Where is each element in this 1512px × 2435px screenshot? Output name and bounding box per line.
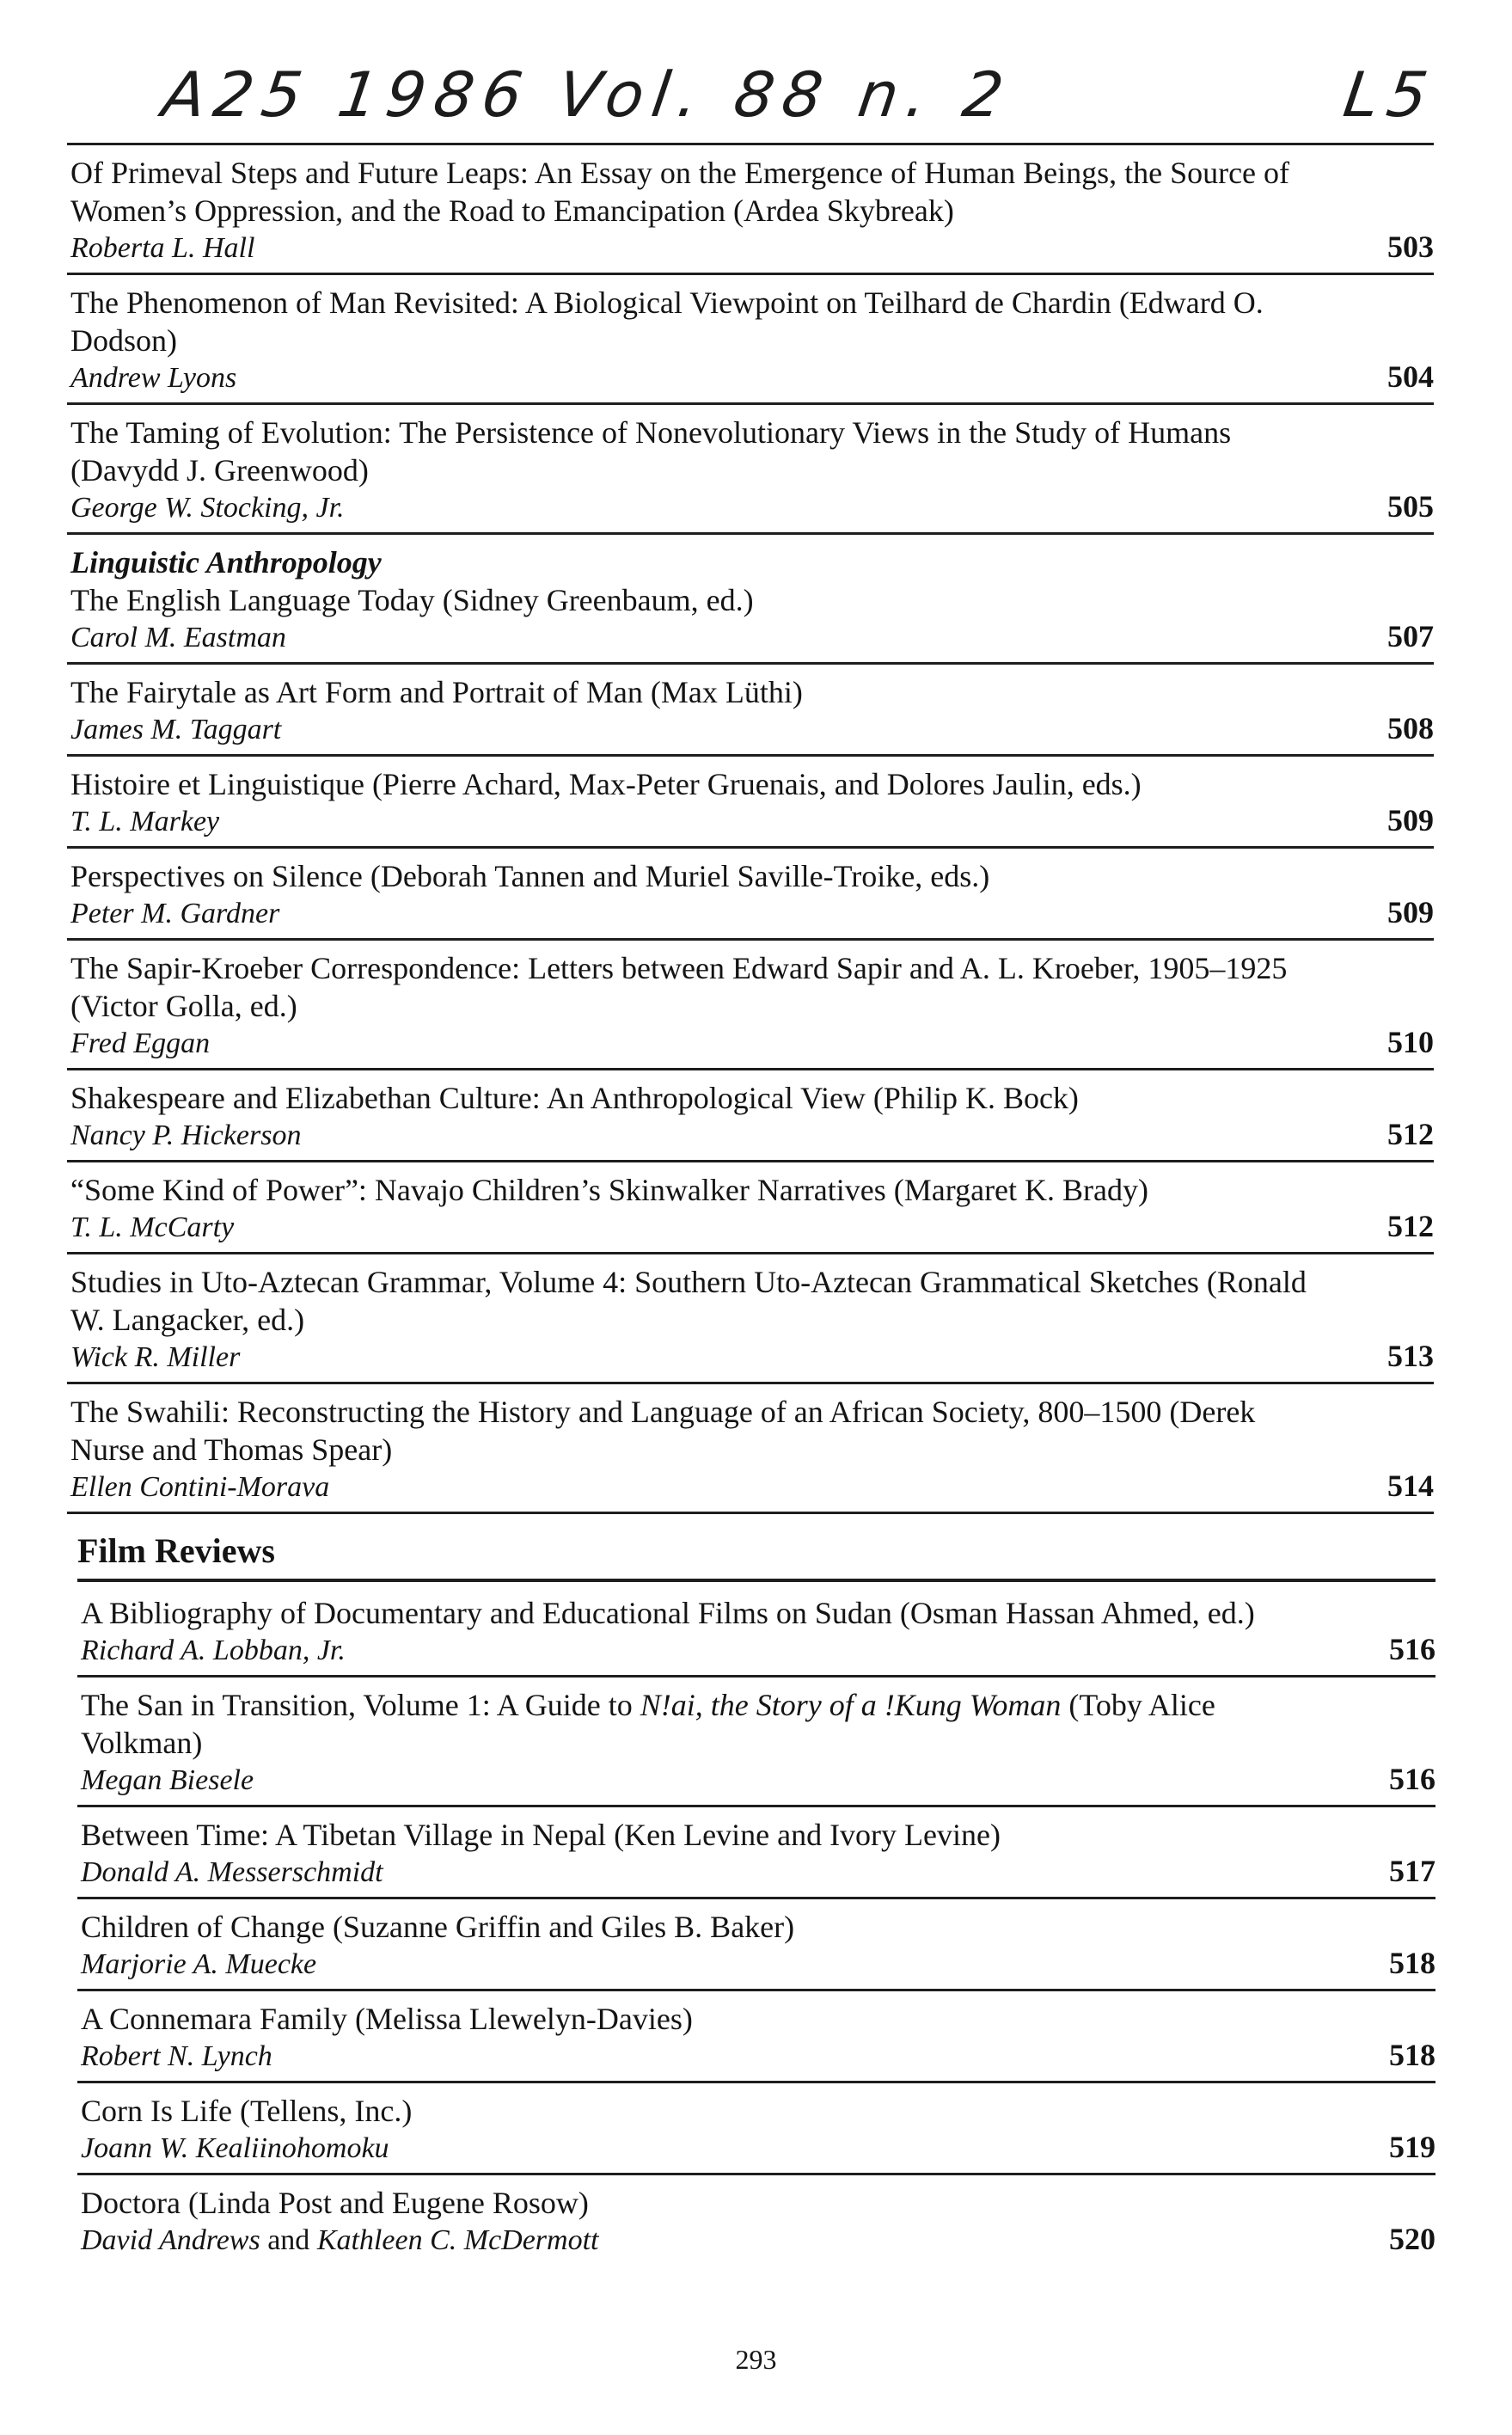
- entry-page-number: 510: [1387, 1025, 1434, 1059]
- entry-page-number: 505: [1387, 489, 1434, 524]
- entry-title: A Connemara Family (Melissa Llewelyn-Davies): [81, 2002, 693, 2036]
- section-heading: [77, 1524, 1435, 1582]
- entry-reviewer: Marjorie A. Muecke: [81, 1948, 317, 1980]
- entry-title: Shakespeare and Elizabethan Culture: An Anthropological View (Philip K. Bock): [70, 1081, 1079, 1115]
- entry-page-number: 512: [1387, 1117, 1434, 1151]
- page-number: 293: [735, 2344, 777, 2375]
- entry-page-number: 503: [1387, 230, 1434, 264]
- entry-reviewer-b: Kathleen C. McDermott: [316, 2224, 599, 2256]
- entry-title: Perspectives on Silence (Deborah Tannen and Muriel Saville-Troike, eds.): [70, 859, 990, 893]
- entry-reviewer: James M. Taggart: [70, 714, 282, 745]
- toc-entry: [77, 1805, 1435, 1897]
- section-end-rule: [67, 1512, 1434, 1514]
- toc-entry: [67, 402, 1434, 532]
- handwritten-call-number: A25 1986 Vol. 88 n. 2: [158, 58, 1017, 131]
- entry-reviewer: T. L. Markey: [70, 806, 220, 837]
- entry-reviewer: Andrew Lyons: [70, 362, 237, 394]
- toc-entry: [67, 662, 1434, 754]
- entry-reviewer: George W. Stocking, Jr.: [70, 492, 345, 524]
- entry-reviewer: Carol M. Eastman: [70, 622, 286, 653]
- entry-reviewer: Ellen Contini-Morava: [70, 1471, 330, 1503]
- entry-title: The Sapir-Kroeber Correspondence: Letters between Edward Sapir and A. L. Kroeber, 1905–1925 (Victor Golla, ed.): [70, 951, 1288, 1023]
- entry-reviewer: Richard A. Lobban, Jr.: [81, 1635, 346, 1666]
- entry-page-number: 512: [1387, 1209, 1434, 1243]
- entry-page-number: 507: [1387, 619, 1434, 653]
- toc-entry: [67, 1252, 1434, 1382]
- toc-entry: [77, 1897, 1435, 1989]
- entry-title: The English Language Today (Sidney Greenbaum, ed.): [70, 583, 754, 617]
- toc-entry: [77, 2173, 1435, 2265]
- entry-page-number: 509: [1387, 803, 1434, 837]
- toc-entry: [67, 938, 1434, 1068]
- entry-reviewer: T. L. McCarty: [70, 1211, 235, 1243]
- entry-reviewer: Fred Eggan: [70, 1027, 211, 1059]
- entry-page-number: 518: [1389, 2038, 1435, 2072]
- toc-entry: [67, 1382, 1434, 1512]
- entry-page-number: 508: [1387, 711, 1434, 745]
- section-title: Film Reviews: [77, 1531, 275, 1570]
- entry-title: Studies in Uto-Aztecan Grammar, Volume 4: Southern Uto-Aztecan Grammatical Sketches (Ronald W. Langacker, ed.): [70, 1265, 1307, 1337]
- entry-reviewer: Robert N. Lynch: [81, 2040, 272, 2072]
- toc-entry: [67, 846, 1434, 938]
- entry-title-lead: The San in Transition, Volume 1: A Guide to: [81, 1688, 640, 1722]
- toc-entry: [77, 1989, 1435, 2081]
- handwritten-code: L5: [1339, 58, 1441, 131]
- entry-title: The Phenomenon of Man Revisited: A Biological Viewpoint on Teilhard de Chardin (Edward O. Dodson): [70, 285, 1264, 358]
- entry-page-number: 504: [1387, 359, 1434, 394]
- entry-reviewer: Peter M. Gardner: [70, 898, 280, 929]
- entry-title-tail: (Toby Alice Volkman): [81, 1688, 1215, 1760]
- entry-title: A Bibliography of Documentary and Educational Films on Sudan (Osman Hassan Ahmed, ed.): [81, 1596, 1255, 1630]
- toc-entry: [67, 532, 1434, 662]
- entry-title: Histoire et Linguistique (Pierre Achard, Max-Peter Gruenais, and Dolores Jaulin, eds.): [70, 767, 1142, 801]
- entry-reviewer: Roberta L. Hall: [70, 232, 255, 264]
- entry-page-number: 519: [1389, 2130, 1435, 2164]
- toc-entry: [67, 1068, 1434, 1160]
- entry-title: [81, 1686, 1332, 1762]
- entry-reviewer: Nancy P. Hickerson: [70, 1119, 302, 1151]
- book-reviews-list: [67, 143, 1434, 1514]
- entry-reviewer-joiner: and: [267, 2224, 310, 2256]
- entry-title: The Swahili: Reconstructing the History and Language of an African Society, 800–1500 (Derek Nurse and Thomas Spear): [70, 1395, 1256, 1467]
- entry-reviewer: [81, 2222, 1332, 2260]
- entry-page-number: 520: [1389, 2222, 1435, 2256]
- entry-page-number: 509: [1387, 895, 1434, 929]
- entry-reviewer: Donald A. Messerschmidt: [81, 1856, 383, 1888]
- toc-entry: [67, 754, 1434, 846]
- toc-entry: [67, 273, 1434, 402]
- entry-reviewer: Joann W. Kealiinohomoku: [81, 2132, 389, 2164]
- entry-page-number: 513: [1387, 1339, 1434, 1373]
- entry-title: The Taming of Evolution: The Persistence of Nonevolutionary Views in the Study of Humans (Davydd J. Greenwood): [70, 415, 1232, 488]
- handwritten-annotation: [158, 58, 1441, 153]
- entry-page-number: 516: [1389, 1762, 1435, 1796]
- toc-entry: [77, 1675, 1435, 1805]
- film-reviews-section: [77, 1524, 1435, 2265]
- entry-title: Children of Change (Suzanne Griffin and Giles B. Baker): [81, 1910, 795, 1944]
- entry-page-number: 517: [1389, 1854, 1435, 1888]
- toc-entry: [67, 143, 1434, 273]
- entry-reviewer-a: David Andrews: [81, 2224, 260, 2256]
- entry-title-italic: N!ai, the Story of a !Kung Woman: [640, 1688, 1062, 1722]
- toc-entry: [67, 1160, 1434, 1252]
- entry-title: “Some Kind of Power”: Navajo Children’s Skinwalker Narratives (Margaret K. Brady): [70, 1173, 1149, 1207]
- entry-page-number: 514: [1387, 1469, 1434, 1503]
- entry-page-number: 518: [1389, 1946, 1435, 1980]
- entry-reviewer: Megan Biesele: [81, 1764, 254, 1796]
- entry-title: Between Time: A Tibetan Village in Nepal (Ken Levine and Ivory Levine): [81, 1818, 1001, 1852]
- subsection-heading: Linguistic Anthropology: [70, 545, 382, 580]
- toc-entry: [77, 1582, 1435, 1675]
- entry-reviewer: Wick R. Miller: [70, 1341, 241, 1373]
- toc-entry: [77, 2081, 1435, 2173]
- entry-title: Doctora (Linda Post and Eugene Rosow): [81, 2186, 589, 2220]
- entry-title: Of Primeval Steps and Future Leaps: An Essay on the Emergence of Human Beings, the Source of Women’s Oppression, and the Road to Emancipation (Ardea Skybreak): [70, 156, 1290, 228]
- entry-title: Corn Is Life (Tellens, Inc.): [81, 2094, 413, 2128]
- entry-title: The Fairytale as Art Form and Portrait of Man (Max Lüthi): [70, 675, 803, 709]
- entry-page-number: 516: [1389, 1632, 1435, 1666]
